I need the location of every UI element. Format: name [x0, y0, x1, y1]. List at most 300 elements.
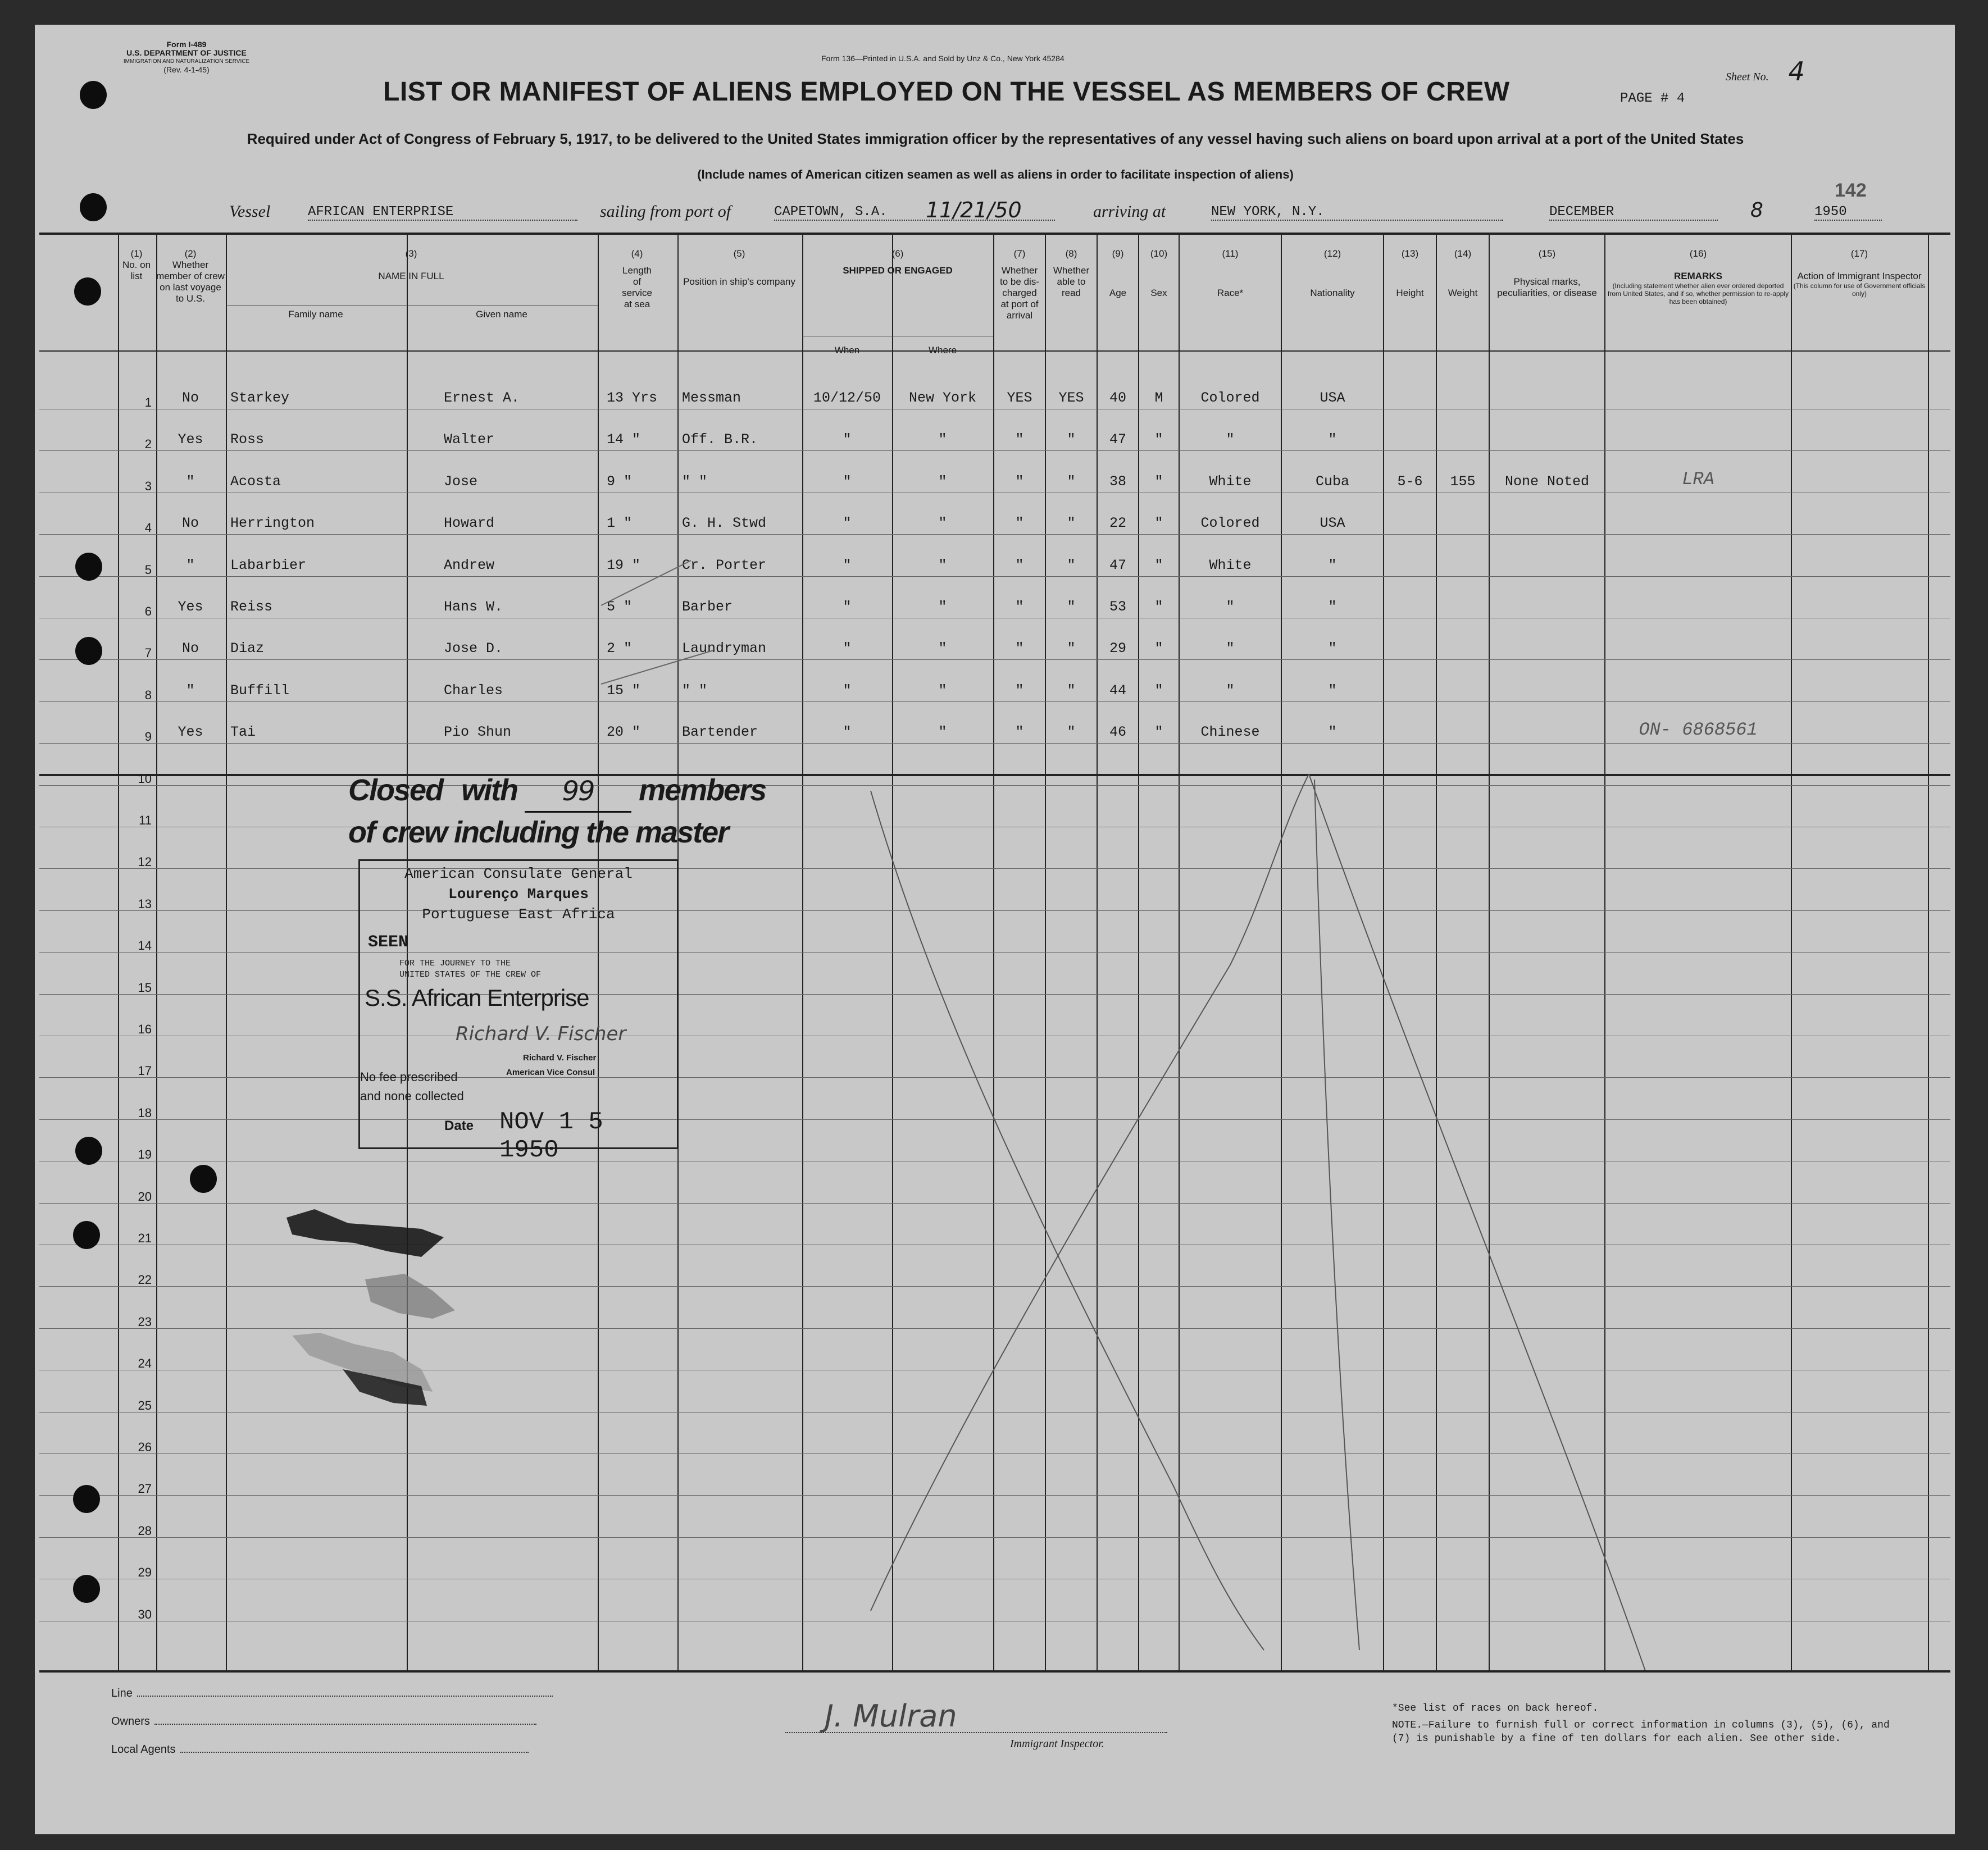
from-port: CAPETOWN, S.A. [774, 204, 1055, 221]
col17-header [1792, 248, 1927, 298]
consulate-line-2: Lourenço Marques [448, 886, 589, 903]
col17-note: (This column for use of Government officials only) [1793, 282, 1926, 298]
closure-members: members [639, 773, 766, 807]
fee-line-2: and none collected [360, 1089, 464, 1103]
row-number: 28 [138, 1523, 152, 1538]
cell-prev: No [181, 515, 199, 532]
col5-label: Position in ship's company [683, 276, 795, 287]
col4-num: (4) [631, 248, 643, 259]
cell-when: " [843, 515, 852, 532]
row-number: 22 [138, 1273, 152, 1287]
cell-service: 5 " [607, 599, 633, 615]
cell-position: Laundryman [682, 640, 767, 657]
col3-header [226, 248, 597, 282]
cell-when: " [843, 473, 852, 490]
cell-weight: 155 [1450, 473, 1476, 490]
cell-prev: Yes [178, 599, 203, 615]
cell-prev: Yes [178, 431, 203, 448]
row-rule [39, 1203, 1950, 1204]
vessel-label: Vessel [229, 202, 271, 221]
cell-sex: M [1154, 390, 1163, 406]
cell-position: Barber [682, 599, 733, 615]
row-number: 18 [138, 1105, 152, 1120]
cell-read: " [1067, 640, 1076, 657]
cell-service: 13 Yrs [607, 390, 658, 406]
row-rule [39, 1537, 1950, 1538]
row-number: 14 [138, 938, 152, 953]
row-number: 25 [138, 1398, 152, 1412]
row-number: 19 [138, 1147, 152, 1162]
cell-given: Jose [444, 473, 478, 490]
sheet-number: 4 [1788, 56, 1805, 86]
cell-family: Diaz [230, 640, 265, 657]
cell-sex: " [1154, 557, 1163, 573]
cell-read: " [1067, 515, 1076, 532]
agents-field [111, 1743, 529, 1756]
inspector-line [785, 1732, 1167, 1733]
row-rule [39, 1453, 1950, 1454]
service: IMMIGRATION AND NATURALIZATION SERVICE [123, 58, 250, 65]
sail-date: 11/21/50 [926, 198, 1022, 222]
punch-hole [80, 81, 107, 109]
where-header: Where [928, 345, 957, 356]
cell-family: Buffill [230, 682, 290, 699]
row-rule [39, 576, 1950, 577]
cell-prev: " [186, 473, 195, 490]
col16-header [1605, 248, 1791, 306]
row-number: 4 [144, 521, 152, 535]
col7-header [994, 248, 1045, 321]
row-number: 1 [144, 395, 152, 409]
cell-family: Ross [230, 431, 265, 448]
races-note: *See list of races on back hereof. [1392, 1703, 1599, 1714]
cell-age: 38 [1109, 473, 1126, 490]
cell-age: 22 [1109, 515, 1126, 532]
form-id-block [113, 40, 260, 74]
cell-family: Reiss [230, 599, 273, 615]
cell-given: Charles [444, 682, 503, 699]
col17-label: Action of Immigrant Inspector [1797, 271, 1922, 281]
cell-race: Colored [1200, 390, 1260, 406]
row-number: 26 [138, 1440, 152, 1454]
cell-read: " [1067, 473, 1076, 490]
punch-hole [75, 553, 102, 581]
col9-header [1098, 248, 1138, 299]
cell-marks: None Noted [1504, 473, 1590, 490]
arrival-month: DECEMBER [1549, 204, 1718, 221]
owners-field [111, 1715, 536, 1728]
cell-sex: " [1154, 682, 1163, 699]
cell-where: " [938, 473, 947, 490]
vessel-name: AFRICAN ENTERPRISE [308, 204, 577, 221]
closure-line-2: of crew including the master [348, 815, 729, 849]
cell-disch: " [1015, 640, 1024, 657]
cell-family: Acosta [230, 473, 281, 490]
closure-stamp [348, 771, 766, 852]
fee-line-1: No fee prescribed [360, 1070, 458, 1084]
cell-disch: " [1015, 431, 1024, 448]
cell-disch: " [1015, 682, 1024, 699]
row-rule [39, 1077, 1950, 1078]
cell-given: Jose D. [444, 640, 503, 657]
col10-header [1139, 248, 1179, 299]
col8-num: (8) [1065, 248, 1077, 259]
row-rule [39, 701, 1950, 702]
cell-nat: Cuba [1315, 473, 1349, 490]
arrival-day: 8 [1750, 199, 1763, 222]
col5-num: (5) [733, 248, 745, 259]
cell-where: New York [908, 390, 977, 406]
col3-num: (3) [405, 248, 417, 259]
cell-position: Off. B.R. [682, 431, 758, 448]
col11-label: Race* [1217, 288, 1244, 298]
row-rule [39, 450, 1950, 451]
cell-where: " [938, 682, 947, 699]
cell-disch: " [1015, 599, 1024, 615]
cell-sex: " [1154, 473, 1163, 490]
cell-where: " [938, 515, 947, 532]
seen-label: SEEN [368, 933, 409, 952]
col13-num: (13) [1401, 248, 1419, 259]
cell-where: " [938, 724, 947, 741]
closure-with: with [461, 773, 518, 807]
col16-num: (16) [1689, 248, 1707, 259]
cell-when: " [843, 431, 852, 448]
col3-label: NAME IN FULL [378, 271, 444, 281]
col11-header [1180, 248, 1281, 299]
col6-num: (6) [891, 248, 904, 259]
col9-label: Age [1109, 288, 1127, 298]
col15-header [1490, 248, 1604, 299]
line-field [111, 1687, 553, 1700]
cell-disch: " [1015, 473, 1024, 490]
cell-service: 15 " [607, 682, 641, 699]
row-number: 27 [138, 1482, 152, 1496]
cell-race: " [1226, 599, 1235, 615]
cell-read: " [1067, 431, 1076, 448]
col10-label: Sex [1150, 288, 1167, 298]
form-number: Form I-489 [166, 40, 207, 49]
ship-name: S.S. African Enterprise [365, 985, 589, 1011]
col12-num: (12) [1323, 248, 1341, 259]
cell-age: 44 [1109, 682, 1126, 699]
cell-race: " [1226, 682, 1235, 699]
line-blank [137, 1696, 553, 1697]
cell-nat: " [1328, 640, 1337, 657]
col7-num: (7) [1013, 248, 1026, 259]
row-rule [39, 910, 1950, 911]
cell-position: Messman [682, 390, 741, 406]
cell-nat: " [1328, 599, 1337, 615]
row-number: 8 [144, 687, 152, 702]
line-label: Line [111, 1687, 133, 1699]
consul-signature: Richard V. Fischer [456, 1023, 626, 1045]
cell-family: Herrington [230, 515, 315, 532]
cell-position: Cr. Porter [682, 557, 767, 573]
cell-where: " [938, 599, 947, 615]
cell-prev: Yes [178, 724, 203, 741]
row-number: 20 [138, 1189, 152, 1204]
family-name-header: Family name [288, 309, 343, 320]
row-number: 17 [138, 1064, 152, 1078]
row-rule [39, 952, 1950, 953]
col8-header [1046, 248, 1097, 299]
col5-header [677, 248, 801, 288]
cell-sex: " [1154, 724, 1163, 741]
col11-num: (11) [1222, 248, 1239, 259]
cell-remarks: LRA [1682, 468, 1714, 490]
cell-age: 29 [1109, 640, 1126, 657]
arrival-year: 1950 [1814, 204, 1882, 221]
journey-line-1: FOR THE JOURNEY TO THE [399, 959, 511, 968]
cell-position: Bartender [682, 724, 758, 741]
cell-race: Chinese [1200, 724, 1260, 741]
inspector-signature: J. Mulran [825, 1698, 957, 1734]
cell-disch: " [1015, 724, 1024, 741]
cell-read: YES [1058, 390, 1084, 406]
consulate-stamp [358, 859, 679, 1164]
col14-header [1437, 248, 1489, 299]
col8-label: Whether able to read [1053, 265, 1090, 298]
header-rule [39, 350, 1950, 352]
row-rule [39, 868, 1950, 869]
arriving-port: NEW YORK, N.Y. [1211, 204, 1503, 221]
cell-age: 47 [1109, 431, 1126, 448]
form-note: (Include names of American citizen seamen as well as aliens in order to facilitate inspection of aliens) [697, 167, 1294, 181]
punch-hole [75, 637, 102, 665]
col15-num: (15) [1538, 248, 1556, 259]
punch-hole [190, 1165, 217, 1193]
cell-nat: " [1328, 682, 1337, 699]
cell-when: " [843, 599, 852, 615]
col16-label: REMARKS [1674, 271, 1722, 281]
col4-label: Length of service at sea [622, 265, 652, 309]
cell-prev: " [186, 682, 195, 699]
closure-closed: Closed [348, 773, 443, 807]
col1-num: (1) [130, 248, 143, 259]
col1-label: No. on list [122, 259, 151, 281]
stamp-date: NOV 1 5 1950 [499, 1108, 603, 1164]
cell-read: " [1067, 682, 1076, 699]
cell-sex: " [1154, 515, 1163, 532]
from-label: sailing from port of [600, 202, 731, 221]
cell-nat: " [1328, 557, 1337, 573]
row-rule [39, 1119, 1950, 1120]
cell-age: 40 [1109, 390, 1126, 406]
cell-when: 10/12/50 [813, 390, 881, 406]
cell-family: Starkey [230, 390, 290, 406]
cell-service: 9 " [607, 473, 633, 490]
cell-given: Pio Shun [444, 724, 512, 741]
col9-num: (9) [1112, 248, 1124, 259]
cell-given: Howard [444, 515, 495, 532]
cell-nat: " [1328, 431, 1337, 448]
cell-given: Hans W. [444, 599, 503, 615]
cell-disch: " [1015, 557, 1024, 573]
cell-position: " " [682, 473, 708, 490]
given-name-header: Given name [476, 309, 527, 320]
cell-where: " [938, 431, 947, 448]
row-rule [39, 534, 1950, 535]
cell-service: 19 " [607, 557, 641, 573]
form-title: LIST OR MANIFEST OF ALIENS EMPLOYED ON THE VESSEL AS MEMBERS OF CREW [383, 77, 1510, 107]
cell-height: 5-6 [1397, 473, 1423, 490]
col13-header [1384, 248, 1436, 299]
form-subtitle: Required under Act of Congress of February 5, 1917, to be delivered to the United States immigration officer by the representatives of any vessel having such aliens on board upon arrival at a port of the United States [247, 130, 1744, 147]
cell-read: " [1067, 599, 1076, 615]
cell-given: Andrew [444, 557, 495, 573]
row-number: 29 [138, 1565, 152, 1580]
cell-nat: " [1328, 724, 1337, 741]
punch-hole [75, 1137, 102, 1165]
cell-race: " [1226, 640, 1235, 657]
cell-service: 1 " [607, 515, 633, 532]
cell-sex: " [1154, 431, 1163, 448]
row-rule [39, 659, 1950, 660]
row-rule [39, 785, 1950, 786]
owners-label: Owners [111, 1715, 150, 1728]
sheet-label [1726, 56, 1805, 86]
row-number: 6 [144, 604, 152, 618]
consul-title: American Vice Consul [506, 1068, 595, 1077]
closure-count: 99 [525, 772, 631, 813]
cell-race: White [1209, 557, 1252, 573]
row-rule [39, 994, 1950, 995]
cell-disch: YES [1007, 390, 1032, 406]
col14-label: Weight [1448, 288, 1478, 298]
punch-hole [73, 1485, 100, 1513]
row-number: 15 [138, 980, 152, 995]
revision: (Rev. 4-1-45) [163, 65, 210, 74]
cell-position: " " [682, 682, 708, 699]
cell-when: " [843, 724, 852, 741]
cell-when: " [843, 640, 852, 657]
col12-label: Nationality [1310, 288, 1355, 298]
crew-table [39, 233, 1950, 1673]
cell-prev: No [181, 640, 199, 657]
agents-label: Local Agents [111, 1743, 176, 1756]
cell-race: " [1226, 431, 1235, 448]
arriving-label: arriving at [1093, 202, 1166, 221]
stamp-number: 142 [1835, 180, 1867, 201]
punch-hole [74, 277, 101, 306]
punch-hole [80, 193, 107, 221]
cell-prev: " [186, 557, 195, 573]
closure-rule [39, 774, 1950, 776]
cell-where: " [938, 640, 947, 657]
page-number: PAGE # 4 [1620, 91, 1685, 106]
row-number: 24 [138, 1356, 152, 1371]
footer [111, 1687, 1909, 1799]
cell-age: 53 [1109, 599, 1126, 615]
cell-read: " [1067, 724, 1076, 741]
owners-blank [154, 1724, 536, 1725]
row-number: 3 [144, 479, 152, 493]
col2-header [156, 248, 225, 304]
cell-when: " [843, 682, 852, 699]
row-number: 5 [144, 562, 152, 577]
cell-nat: USA [1320, 515, 1345, 532]
cell-where: " [938, 557, 947, 573]
cell-family: Labarbier [230, 557, 307, 573]
cell-age: 46 [1109, 724, 1126, 741]
voyage-line [229, 198, 1858, 225]
cell-service: 14 " [607, 431, 641, 448]
col12-header [1282, 248, 1383, 299]
agents-blank [180, 1752, 529, 1753]
cell-sex: " [1154, 640, 1163, 657]
row-number: 10 [138, 771, 152, 786]
when-header: When [834, 345, 860, 356]
penalty-note: NOTE.—Failure to furnish full or correct information in columns (3), (5), (6), and (7) is punishable by a fine of ten dollars for each alien. See other side. [1392, 1720, 1890, 1744]
row-number: 2 [144, 437, 152, 452]
department: U.S. DEPARTMENT OF JUSTICE [126, 48, 247, 57]
cell-sex: " [1154, 599, 1163, 615]
cell-nat: USA [1320, 390, 1345, 406]
cell-position: G. H. Stwd [682, 515, 767, 532]
cell-given: Ernest A. [444, 390, 520, 406]
row-rule [39, 1495, 1950, 1496]
col4-header [598, 248, 676, 310]
row-number: 11 [139, 813, 152, 827]
row-number: 13 [138, 896, 152, 911]
col17-num: (17) [1850, 248, 1868, 259]
row-number: 12 [138, 855, 152, 869]
col1-header [118, 248, 155, 282]
col7-label: Whether to be dis-charged at port of arrival [1000, 265, 1039, 321]
punch-hole [73, 1575, 100, 1603]
row-number: 30 [138, 1607, 152, 1621]
manifest-sheet [35, 25, 1955, 1834]
col6-header [802, 248, 993, 276]
col15-label: Physical marks, peculiarities, or disease [1497, 276, 1597, 298]
cell-service: 20 " [607, 724, 641, 741]
row-number: 7 [144, 646, 152, 660]
cell-age: 47 [1109, 557, 1126, 573]
col2-label: Whether member of crew on last voyage to U.S. [156, 259, 225, 304]
col10-num: (10) [1150, 248, 1168, 259]
cell-given: Walter [444, 431, 495, 448]
col13-label: Height [1396, 288, 1424, 298]
ribbon-seal-icon [253, 1206, 545, 1420]
printer-line: Form 136—Printed in U.S.A. and Sold by Unz & Co., New York 45284 [821, 54, 1064, 63]
consul-name: Richard V. Fischer [523, 1053, 597, 1063]
cell-remarks: ON- 6868561 [1639, 719, 1758, 741]
consulate-line-1: American Consulate General [404, 865, 633, 882]
row-rule [39, 743, 1950, 744]
cell-race: Colored [1200, 515, 1260, 532]
row-number: 23 [138, 1314, 152, 1329]
cell-when: " [843, 557, 852, 573]
journey-line-2: UNITED STATES OF THE CREW OF [399, 970, 542, 979]
cell-race: White [1209, 473, 1252, 490]
row-number: 16 [138, 1022, 152, 1036]
punch-hole [73, 1221, 100, 1249]
consulate-line-3: Portuguese East Africa [422, 906, 615, 923]
cell-disch: " [1015, 515, 1024, 532]
row-number: 21 [138, 1231, 152, 1245]
row-number: 9 [144, 730, 152, 744]
col2-num: (2) [184, 248, 197, 259]
cell-prev: No [181, 390, 199, 406]
sheet-label-text: Sheet No. [1726, 71, 1769, 83]
col6-label: SHIPPED OR ENGAGED [843, 265, 953, 276]
cell-service: 2 " [607, 640, 633, 657]
col14-num: (14) [1454, 248, 1472, 259]
inspector-label: Immigrant Inspector. [1010, 1738, 1104, 1750]
stamp-date-label: Date [444, 1118, 474, 1133]
cell-family: Tai [230, 724, 256, 741]
